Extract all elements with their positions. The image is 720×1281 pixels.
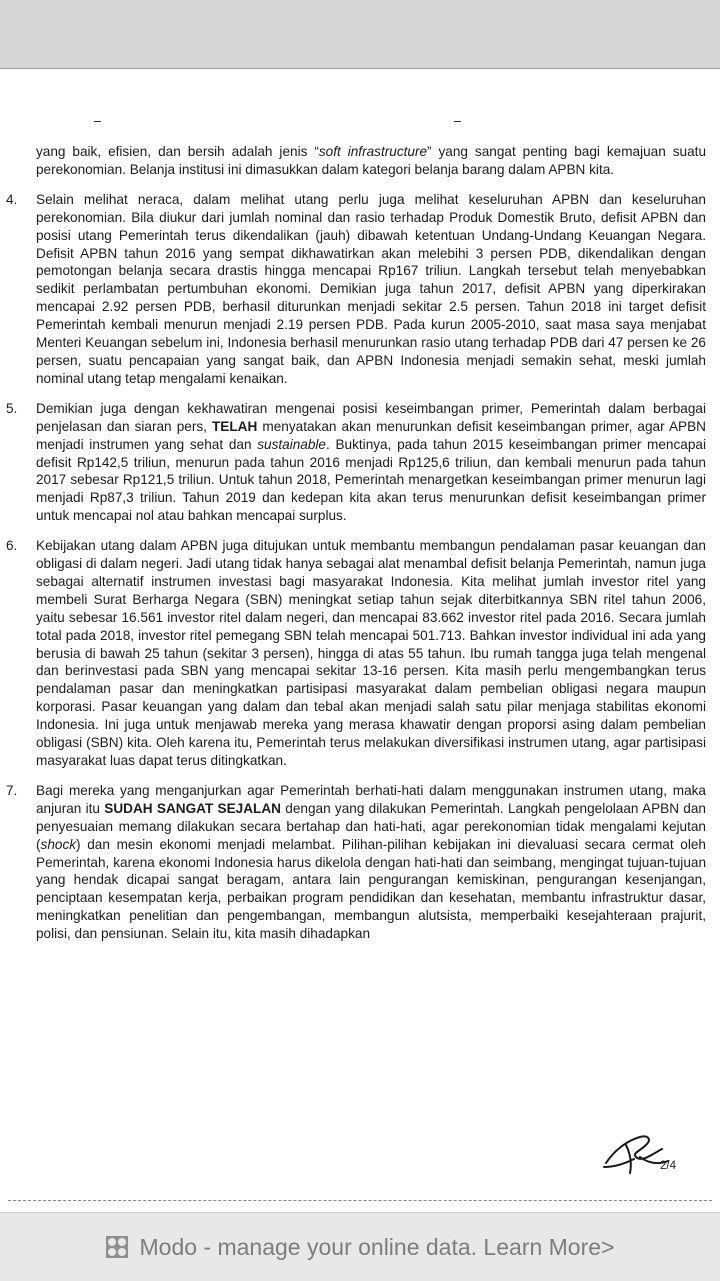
item-text-part: ) dan mesin ekonomi menjadi melambat. Pilihan-pilihan kebijakan ini dievaluasi secara cermat oleh Pemerintah, karena ekonomi Indonesia harus dikelola dengan hati-hati dan seimbang, mengingat tujuan-tujuan yang hendak dicapai sangat beragam, antara lain pengurangan kemiskinan, pengurangan kesenjangan, penciptaan kesempatan kerja, perbaikan program pendidikan dan kesehatan, membantu infrastruktur dasar, meningkatkan penelitian dan pengembangan, membangun alutsista, memperbaiki kesejahteraan prajurit, polisi, dan pensiunan. Selain itu, kita masih dihadapkan [36, 836, 706, 942]
list-item [6, 400, 706, 525]
document-body [6, 143, 706, 943]
scan-mark [454, 121, 461, 122]
item-text-part: menyatakan akan menurunkan defisit keseimbangan primer, agar APBN menjadi instrumen yang sehat dan [36, 418, 706, 452]
item-text [36, 782, 706, 943]
bold-emphasis: SUDAH SANGAT SEJALAN [104, 800, 281, 816]
document-page [0, 69, 720, 1209]
item-number: 4. [6, 191, 18, 207]
item-text [36, 400, 706, 525]
item-text-part: Bagi mereka yang menganjurkan agar Pemerintah berhati-hati dalam menggunakan instrumen utang, maka anjuran itu [36, 782, 706, 816]
scan-mark [94, 121, 101, 122]
page-divider [8, 1200, 712, 1201]
list-item [6, 537, 706, 770]
item-text-part: dengan yang dilakukan Pemerintah. Langkah pengelolaan APBN dan penyesuaian memang dilakukan secara bertahap dan hati-hati, agar perekonomian tidak mengalami kejutan ( [36, 800, 706, 852]
soft-infrastructure-term: soft infrastructure [318, 144, 428, 159]
item-number: 5. [6, 400, 18, 416]
item-number: 6. [6, 538, 18, 554]
item-text-part: . Buktinya, pada tahun 2015 keseimbangan primer mencapai defisit Rp142,5 triliun, menurun pada tahun 2016 menjadi Rp125,6 triliun, dan kembali menurun pada tahun 2017 sebesar Rp121,5 triliun. Untuk tahun 2018, Pemerintah menargetkan keseimbangan primer menurun lagi menjadi Rp87,3 triliun. Tahun 2019 dan kedepan kita akan terus menurunkan defisit keseimbangan primer untuk mencapai nol atau bahkan mencapai surplus. [36, 436, 706, 524]
page-number: 2/4 [660, 1160, 676, 1172]
ad-banner-text[interactable]: Modo - manage your online data. Learn More> [139, 1233, 615, 1260]
item-text: Selain melihat neraca, dalam melihat utang perlu juga melihat keseluruhan APBN dan keseluruhan perekonomian. Bila diukur dari jumlah nominal dan rasio terhadap Produk Domestik Bruto, defisit APBN dan posisi utang Pemerintah terus dikendalikan (jauh) dibawah ketentuan Undang-Undang Keuangan Negara. Defisit APBN tahun 2016 yang sempat dikhawatirkan akan melebihi 3 persen PDB, dikendalikan dengan pemotongan belanja secara drastis hingga mencapai Rp167 triliun. Langkah tersebut telah menyebabkan sedikit perlambatan pertumbuhan ekonomi. Demikian juga tahun 2017, defisit APBN yang diperkirakan mencapai 2.92 persen PDB, berhasil diturunkan menjadi sekitar 2.5 persen. Tahun 2018 ini target defisit Pemerintah kembali menurun menjadi 2.19 persen PDB. Pada kurun 2005-2010, saat masa saya menjabat Menteri Keuangan sebelum ini, Indonesia berhasil menurunkan rasio utang terhadap PDB dari 47 persen ke 26 persen, suatu pencapaian yang sangat baik, dan APBN Indonesia menjadi semakin sehat, meski jumlah nominal utang tetap mengalami kenaikan. [36, 191, 706, 386]
top-toolbar [0, 0, 720, 69]
ad-banner[interactable] [0, 1212, 720, 1281]
intro-paragraph: yang baik, efisien, dan bersih adalah jenis “soft infrastructure” yang sangat penting bagi kemajuan suatu perekonomian. Belanja institusi ini dimasukkan dalam kategori belanja barang dalam APBN kita. [36, 144, 706, 177]
item-text: Kebijakan utang dalam APBN juga ditujukan untuk membantu membangun pendalaman pasar keuangan dan obligasi di dalam negeri. Jadi utang tidak hanya sebagai alat menambal defisit belanja Pemerintah, namun juga sebagai alternatif instrumen investasi bagi masyarakat Indonesia. Kita melihat jumlah investor ritel yang membeli Surat Berharga Negara (SBN) meningkat setiap tahun sejak diterbitkannya SBN ritel tahun 2006, yaitu sebesar 16.561 investor ritel dalam negeri, dan mencapai 83.662 investor ritel pada 2016. Secara jumlah total pada 2018, investor ritel pemegang SBN telah mencapai 501.713. Bahkan investor individual ini ada yang berusia di bawah 25 tahun (sekitar 3 persen), hingga di atas 55 tahun. Ibu rumah tangga juga telah mengenal dan berinvestasi pada SBN yang mencapai sekitar 13-16 persen. Kita masih perlu mengembangkan terus pendalaman pasar dan meningkatkan partisipasi masyarakat dalam pembelian obligasi negara maupun korporasi. Pasar keuangan yang dalam dan tebal akan menjadi salah satu pilar menjaga stabilitas ekonomi Indonesia. Ini juga untuk menjawab mereka yang merasa khawatir dengan proporsi asing dalam pembelian obligasi (SBN) kita. Oleh karena itu, Pemerintah terus melakukan diversifikasi instrumen utang, agar partisipasi masyarakat luas dapat terus ditingkatkan. [36, 538, 706, 768]
italic-term: shock [40, 836, 77, 852]
list-item [6, 191, 706, 388]
italic-term: sustainable [257, 436, 326, 452]
list-item [6, 782, 706, 943]
bold-emphasis: TELAH [212, 418, 258, 434]
item-text-part: Demikian juga dengan kekhawatiran mengenai posisi keseimbangan primer, Pemerintah dalam berbagai penjelasan dan siaran pers, [36, 400, 706, 434]
item-number: 7. [6, 782, 18, 798]
modo-logo-icon [106, 1236, 128, 1258]
